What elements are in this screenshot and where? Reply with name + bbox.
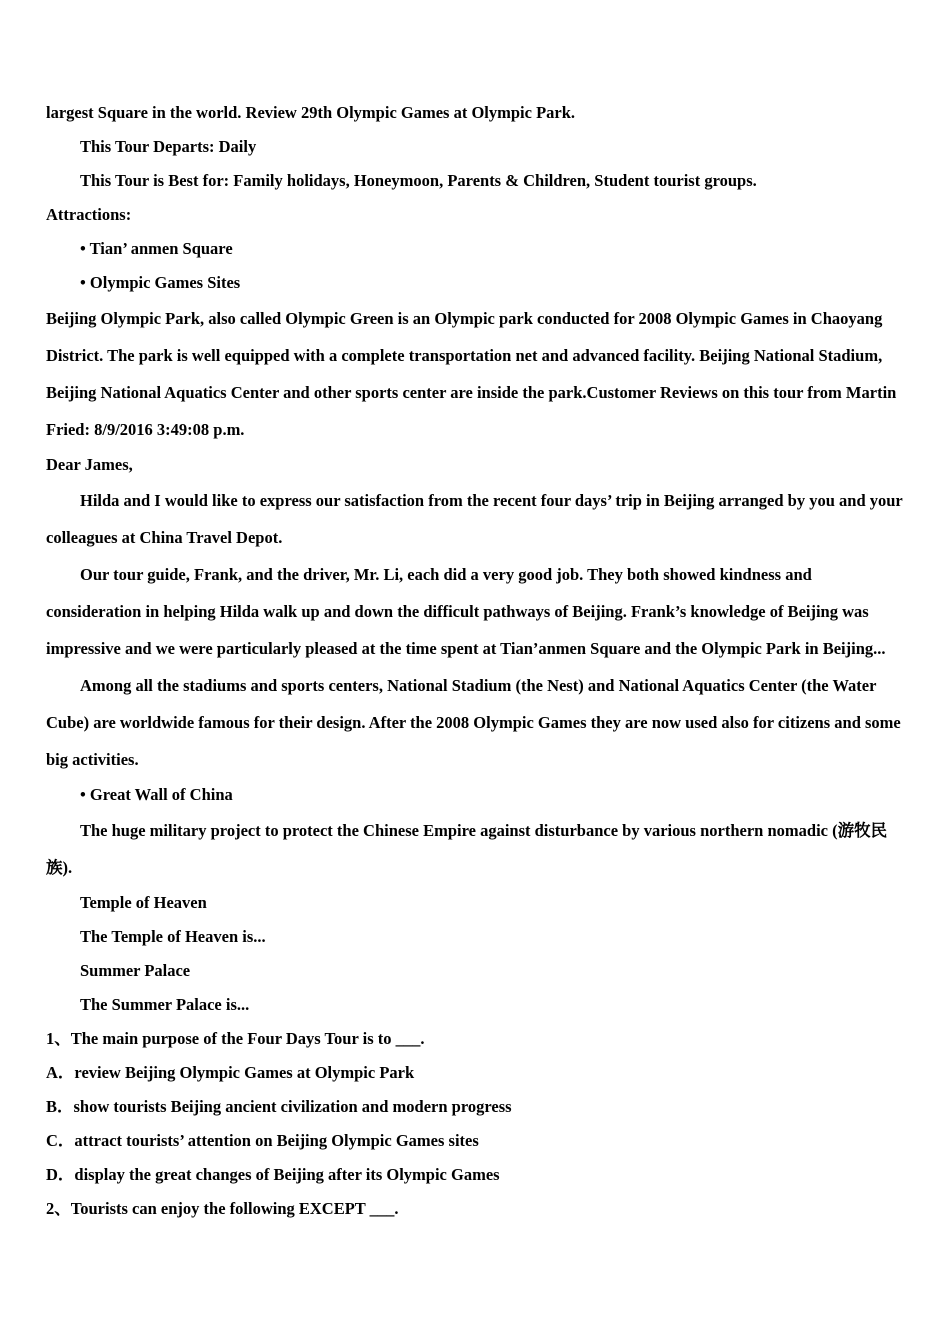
letter-greeting: Dear James,: [46, 455, 133, 474]
tour-departs: This Tour Departs: Daily: [80, 137, 257, 156]
temple-text: The Temple of Heaven is...: [80, 927, 266, 946]
olympic-park-paragraph: Beijing Olympic Park, also called Olympic Green is an Olympic park conducted for 2008 Olympic Games in Chaoyang District. The park is well equipped with a complete transportation net and advanced facility. Beijing National Stadium, Beijing National Aquatics Center and other sports center are inside the park.Customer Reviews on this tour from Martin Fried: 8/9/2016 3:49:08 p.m.: [46, 309, 897, 439]
summer-palace-text: The Summer Palace is...: [80, 995, 250, 1014]
attractions-heading: Attractions:: [46, 205, 132, 224]
temple-heading: Temple of Heaven: [80, 893, 207, 912]
question-1-option-a[interactable]: A．review Beijing Olympic Games at Olympic Park: [46, 1063, 415, 1082]
document-page: [46, 96, 908, 1226]
tour-best-for: This Tour is Best for: Family holidays, Honeymoon, Parents & Children, Student tourist groups.: [80, 171, 757, 190]
review-paragraph-1: Hilda and I would like to express our satisfaction from the recent four days’ trip in Beijing arranged by you and your colleagues at China Travel Depot.: [46, 491, 903, 547]
question-2-stem: 2、Tourists can enjoy the following EXCEPT ___.: [46, 1199, 399, 1218]
question-1-option-d[interactable]: D．display the great changes of Beijing after its Olympic Games: [46, 1165, 500, 1184]
review-paragraph-3: Among all the stadiums and sports centers, National Stadium (the Nest) and National Aquatics Center (the Water Cube) are worldwide famous for their design. After the 2008 Olympic Games they are now used also for citizens and some big activities.: [46, 676, 901, 769]
review-paragraph-2: Our tour guide, Frank, and the driver, Mr. Li, each did a very good job. They both showed kindness and consideration in helping Hilda walk up and down the difficult pathways of Beijing. Frank’s knowledge of Beijing was impressive and we were particularly pleased at the time spent at Tian’anmen Square and the Olympic Park in Beijing...: [46, 565, 886, 658]
question-1-option-b[interactable]: B．show tourists Beijing ancient civilization and modern progress: [46, 1097, 512, 1116]
question-1-option-c[interactable]: C．attract tourists’ attention on Beijing Olympic Games sites: [46, 1131, 479, 1150]
bullet-olympic-games-sites: • Olympic Games Sites: [80, 273, 241, 292]
great-wall-paragraph: The huge military project to protect the Chinese Empire against disturbance by various northern nomadic (游牧民族).: [46, 821, 888, 877]
bullet-tiananmen-square: • Tian’ anmen Square: [80, 239, 233, 258]
summer-palace-heading: Summer Palace: [80, 961, 191, 980]
intro-line: largest Square in the world. Review 29th Olympic Games at Olympic Park.: [46, 103, 576, 122]
bullet-great-wall: • Great Wall of China: [80, 785, 233, 804]
question-1-stem: 1、The main purpose of the Four Days Tour is to ___.: [46, 1029, 425, 1048]
